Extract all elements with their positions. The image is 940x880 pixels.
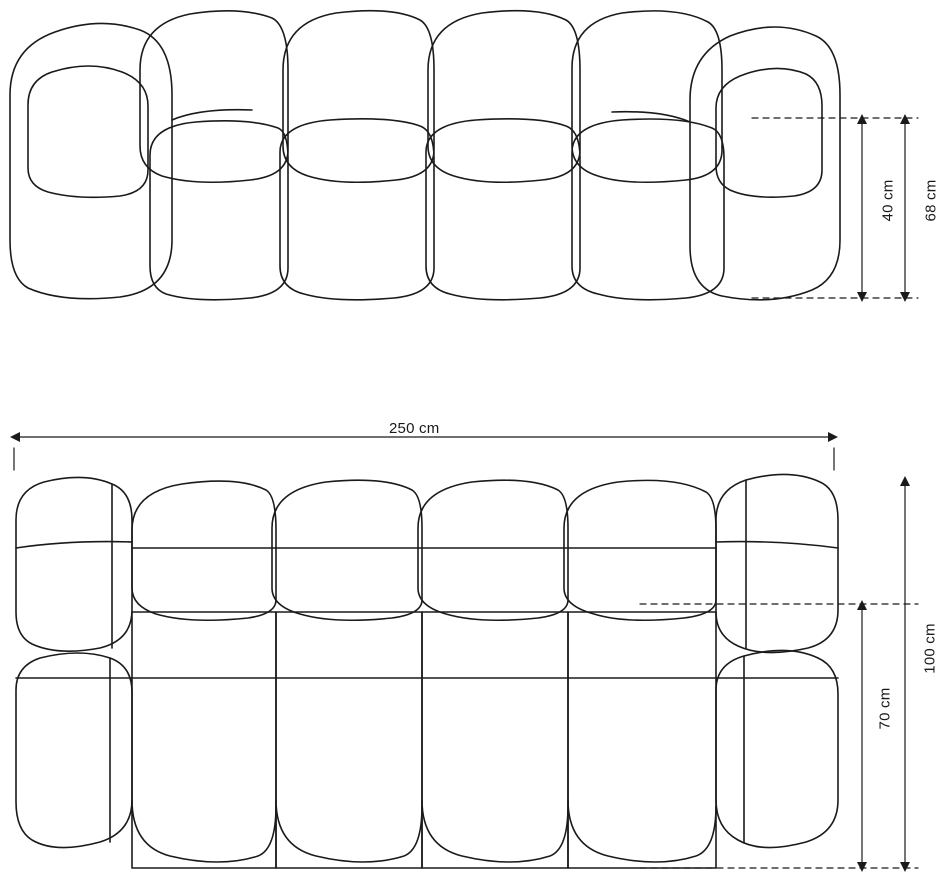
front-elevation-view [10, 11, 840, 300]
dimension-label-depth-seat: 70 cm [876, 687, 894, 730]
dimension-label-height-seat: 40 cm [879, 179, 897, 222]
dimension-label-depth-total: 100 cm [921, 623, 939, 674]
dimension-lines [10, 114, 918, 872]
dimension-label-width-total: 250 cm [389, 420, 440, 437]
dimension-label-height-total: 68 cm [922, 179, 940, 222]
top-plan-view [16, 474, 838, 868]
